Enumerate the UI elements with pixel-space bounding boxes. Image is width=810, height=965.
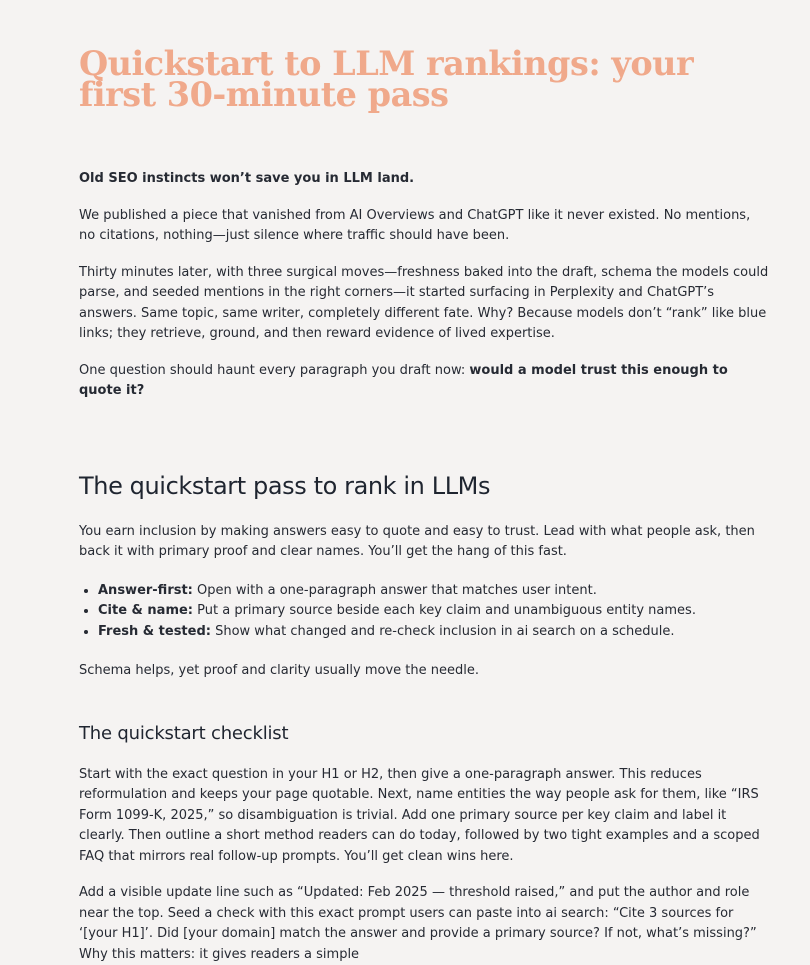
checklist-paragraph-1: Start with the exact question in your H1 or H2, then give a one-paragraph answer. This reduces reformulation and keeps your page quotable. Next, name entities the way people ask for them, like “IRS Form 1099-K, 2025,” so disambiguation is trivial. Add one primary source per key claim and label it clearly. Then outline a short method readers can do today, followed by two tight examples and a scoped FAQ that mirrors real follow-up prompts. You’ll get clean wins here.	[79, 766, 760, 864]
list-item	[98, 601, 769, 622]
list-item	[98, 581, 769, 602]
intro-paragraph-1: We published a piece that vanished from AI Overviews and ChatGPT like it never existed. No mentions, no citations, nothing—just silence where traffic should have been.	[79, 207, 751, 243]
list-item-text: Put a primary source beside each key claim and unambiguous entity names.	[193, 603, 696, 618]
intro-paragraph-3	[79, 361, 769, 402]
lead-paragraph: Old SEO instincts won’t save you in LLM land.	[79, 171, 415, 186]
list-item-text: Open with a one-paragraph answer that matches user intent.	[192, 582, 597, 598]
list-item	[98, 622, 769, 643]
list-item-term: Cite & name:	[98, 603, 194, 618]
question-lead-in: One question should haunt every paragraph you draft now:	[79, 362, 470, 378]
checklist-paragraph-2: Add a visible update line such as “Updated: Feb 2025 — threshold raised,” and put the author and role near the top. Seed a check with this exact prompt users can paste into ai search: “Cite 3 sources for ‘[your H1]’. Did [your domain] match the answer and provide a primary source? If not, what’s missing?” Why this matters: it gives readers a simple	[79, 885, 757, 962]
list-item-term: Fresh & tested:	[98, 623, 211, 639]
page-title: Quickstart to LLM rankings: your first 30-minute pass	[79, 44, 694, 114]
article	[79, 0, 769, 965]
intro-paragraph-2: Thirty minutes later, with three surgical moves—freshness baked into the draft, schema the models could parse, and seeded mentions in the right corners—it started surfacing in Perplexity and ChatGPT’s answers. Same topic, same writer, completely different fate. Why? Because models don’t “rank” like blue links; they retrieve, ground, and then reward evidence of lived expertise.	[79, 264, 769, 341]
schema-note: Schema helps, yet proof and clarity usually move the needle.	[79, 663, 479, 678]
section-heading-quickstart-pass: The quickstart pass to rank in LLMs	[79, 471, 491, 500]
key-question: would a model trust this enough to quote it?	[79, 362, 728, 398]
section-intro: You earn inclusion by making answers easy to quote and easy to trust. Lead with what people ask, then back it with primary proof and clear names. You’ll get the hang of this fast.	[79, 523, 755, 559]
list-item-term: Answer-first:	[98, 582, 193, 598]
section-heading-checklist: The quickstart checklist	[79, 722, 289, 744]
tactics-list	[79, 581, 769, 643]
list-item-text: Show what changed and re-check inclusion in ai search on a schedule.	[210, 623, 675, 639]
